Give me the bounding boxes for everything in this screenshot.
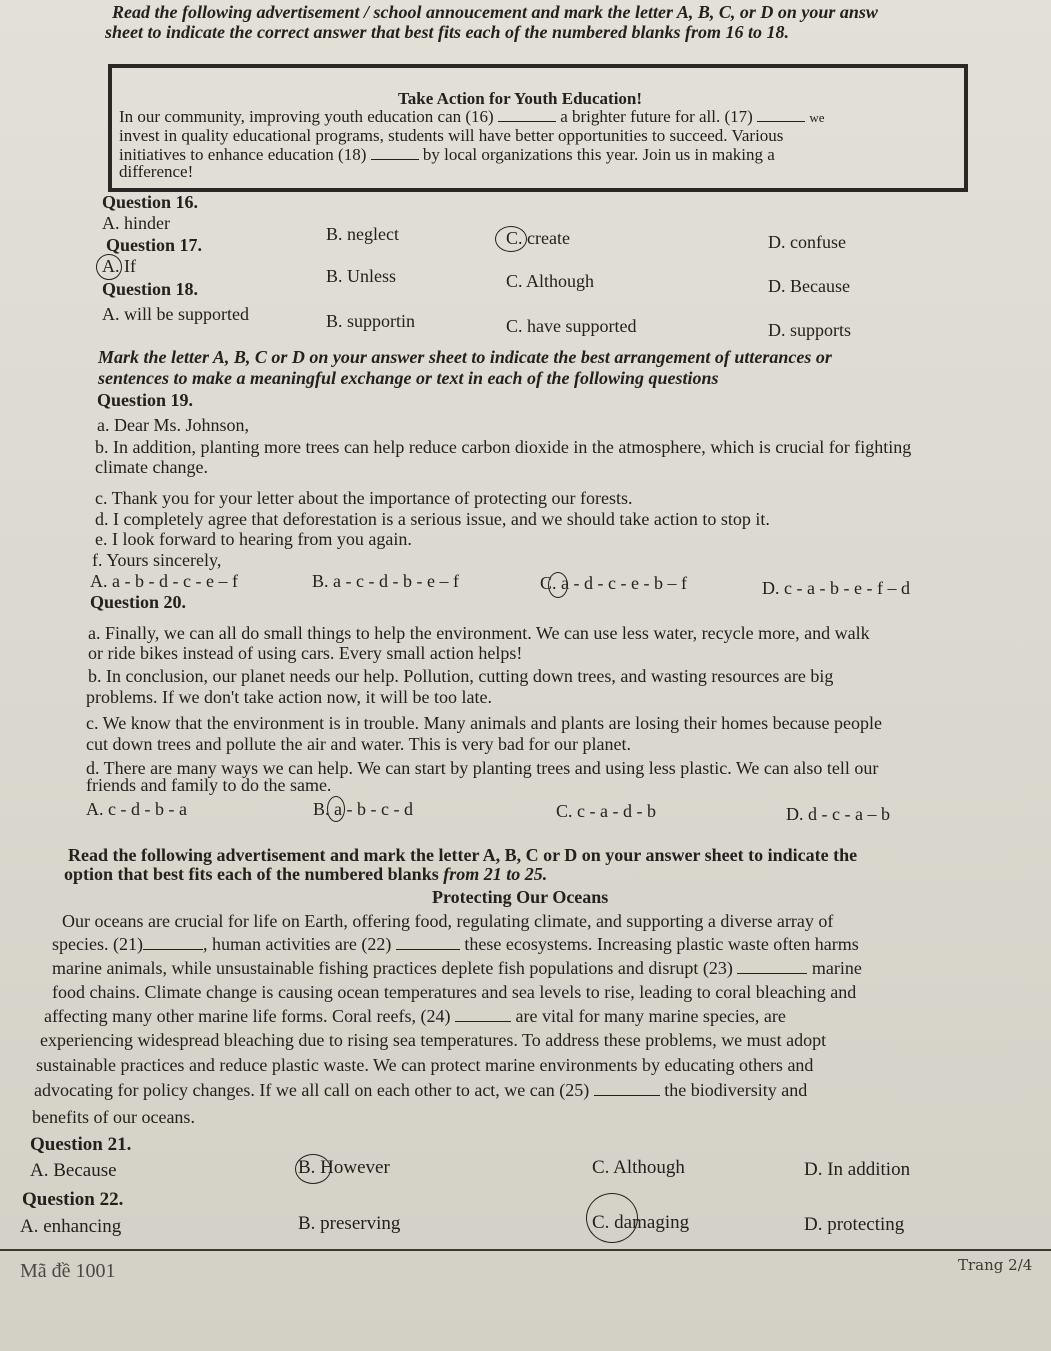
passage-line: marine animals, while unsustainable fishing practices deplete fish populations and disrupt (23) marine [52, 958, 862, 978]
option-b: B. neglect [326, 224, 399, 244]
option-c: C. Although [592, 1157, 685, 1178]
passage-title: Protecting Our Oceans [432, 887, 609, 907]
option-d: D. protecting [804, 1214, 905, 1235]
instruction-line: Read the following advertisement / school annoucement and mark the letter A, B, C, or D on your answ [112, 2, 878, 22]
option-b: B. supportin [326, 311, 416, 331]
instruction-line: Read the following advertisement and mark the letter A, B, C or D on your answer sheet to indicate the [68, 845, 858, 865]
passage-line: sustainable practices and reduce plastic waste. We can protect marine environments by educating others and [36, 1055, 814, 1075]
option-c: C. Although [506, 271, 595, 291]
item-text: c. Thank you for your letter about the importance of protecting our forests. [95, 488, 633, 508]
option-a: A. a - b - d - c - e – f [90, 571, 238, 591]
passage-line: species. (21) , human activities are (22) these ecosystems. Increasing plastic waste often harms [52, 934, 859, 954]
option-c: C. create [506, 228, 570, 248]
page-number: Trang 2/4 [958, 1256, 1033, 1274]
item-text: cut down trees and pollute the air and water. This is very bad for our planet. [86, 734, 632, 754]
option-a: A. If [102, 256, 136, 276]
answer-circle-mark [327, 796, 345, 822]
option-a: A. hinder [102, 213, 170, 233]
blank-23 [737, 973, 807, 974]
item-text: e. I look forward to hearing from you again. [95, 529, 412, 549]
item-text: b. In conclusion, our planet needs our help. Pollution, cutting down trees, and wasting resources are big [88, 666, 834, 686]
instruction-line: Mark the letter A, B, C or D on your answer sheet to indicate the best arrangement of utterances or [98, 347, 832, 367]
option-b: B. However [298, 1157, 390, 1178]
question-label: Question 18. [102, 279, 199, 299]
option-b: B. preserving [298, 1213, 401, 1234]
instruction-line: sheet to indicate the correct answer that best fits each of the numbered blanks from 16 to 18. [105, 22, 789, 42]
question-label: Question 22. [22, 1189, 124, 1210]
option-a: A. c - d - b - a [86, 799, 187, 819]
item-text: friends and family to do the same. [86, 775, 332, 795]
item-text: problems. If we don't take action now, it will be too late. [86, 687, 492, 707]
advertisement-line: invest in quality educational programs, students will have better opportunities to succeed. Various [119, 126, 784, 145]
passage-line: food chains. Climate change is causing ocean temperatures and sea levels to rise, leading to coral bleaching and [52, 982, 857, 1002]
answer-circle-mark [295, 1154, 331, 1184]
item-text: a. Dear Ms. Johnson, [97, 415, 249, 435]
passage-line: affecting many other marine life forms. Coral reefs, (24) are vital for many marine species, are [44, 1006, 786, 1026]
passage-line: advocating for policy changes. If we all call on each other to act, we can (25) the biodiversity and [34, 1080, 808, 1100]
option-d: D. In addition [804, 1159, 911, 1180]
option-b: B. Unless [326, 266, 397, 286]
option-c: C. c - a - d - b [556, 801, 656, 821]
passage-line: Our oceans are crucial for life on Earth, offering food, regulating climate, and supporting a diverse array of [62, 911, 834, 931]
question-label: Question 19. [97, 390, 194, 410]
answer-circle-mark [586, 1193, 638, 1243]
option-c: C. have supported [506, 316, 637, 336]
advertisement-line: initiatives to enhance education (18) by local organizations this year. Join us in making a [119, 145, 775, 164]
option-a: A. enhancing [20, 1216, 122, 1237]
instruction-line: sentences to make a meaningful exchange or text in each of the following questions [98, 368, 719, 388]
blank-21 [143, 949, 203, 950]
passage-line: benefits of our oceans. [32, 1107, 195, 1127]
option-b: B. a - b - c - d [313, 799, 413, 819]
question-label: Question 21. [30, 1134, 132, 1155]
item-text: b. In addition, planting more trees can help reduce carbon dioxide in the atmosphere, which is crucial for fighting [95, 437, 912, 457]
option-a: A. Because [30, 1160, 117, 1181]
blank-24 [455, 1021, 511, 1022]
option-d: D. confuse [768, 232, 846, 252]
question-label: Question 20. [90, 592, 187, 612]
blank-16 [498, 121, 556, 122]
option-c: C. a - d - c - e - b – f [540, 573, 687, 593]
exam-code: Mã đề 1001 [20, 1260, 116, 1282]
advertisement-line: In our community, improving youth education can (16) a brighter future for all. (17) we [119, 107, 825, 126]
blank-22 [396, 949, 460, 950]
answer-circle-mark [96, 254, 122, 280]
item-text: d. There are many ways we can help. We can start by planting trees and using less plastic. We can also tell our [86, 758, 879, 778]
item-text: d. I completely agree that deforestation is a serious issue, and we should take action to stop it. [95, 509, 770, 529]
instruction-line: option that best fits each of the numbered blanks from 21 to 25. [64, 864, 548, 884]
item-text: a. Finally, we can all do small things to help the environment. We can use less water, recycle more, and walk [88, 623, 870, 643]
item-text: f. Yours sincerely, [92, 550, 222, 570]
item-text: c. We know that the environment is in trouble. Many animals and plants are losing their homes because people [86, 713, 883, 733]
question-label: Question 17. [106, 235, 203, 255]
blank-17 [757, 121, 805, 122]
option-d: D. d - c - a – b [786, 804, 890, 824]
option-c: C. damaging [592, 1212, 690, 1233]
option-d: D. Because [768, 276, 850, 296]
option-b: B. a - c - d - b - e – f [312, 571, 459, 591]
item-text: or ride bikes instead of using cars. Every small action helps! [88, 643, 523, 663]
footer-rule [0, 1249, 1051, 1251]
answer-circle-mark [495, 226, 527, 252]
question-label: Question 16. [102, 192, 199, 212]
blank-18 [371, 159, 419, 160]
advertisement-line: difference! [119, 162, 194, 181]
option-d: D. c - a - b - e - f – d [762, 578, 910, 598]
item-text: climate change. [95, 457, 208, 477]
blank-25 [594, 1095, 660, 1096]
option-a: A. will be supported [102, 304, 249, 324]
advertisement-title: Take Action for Youth Education! [398, 89, 643, 108]
option-d: D. supports [768, 320, 852, 340]
answer-circle-mark [548, 572, 568, 598]
passage-line: experiencing widespread bleaching due to rising sea temperatures. To address these problems, we must adopt [40, 1030, 827, 1050]
